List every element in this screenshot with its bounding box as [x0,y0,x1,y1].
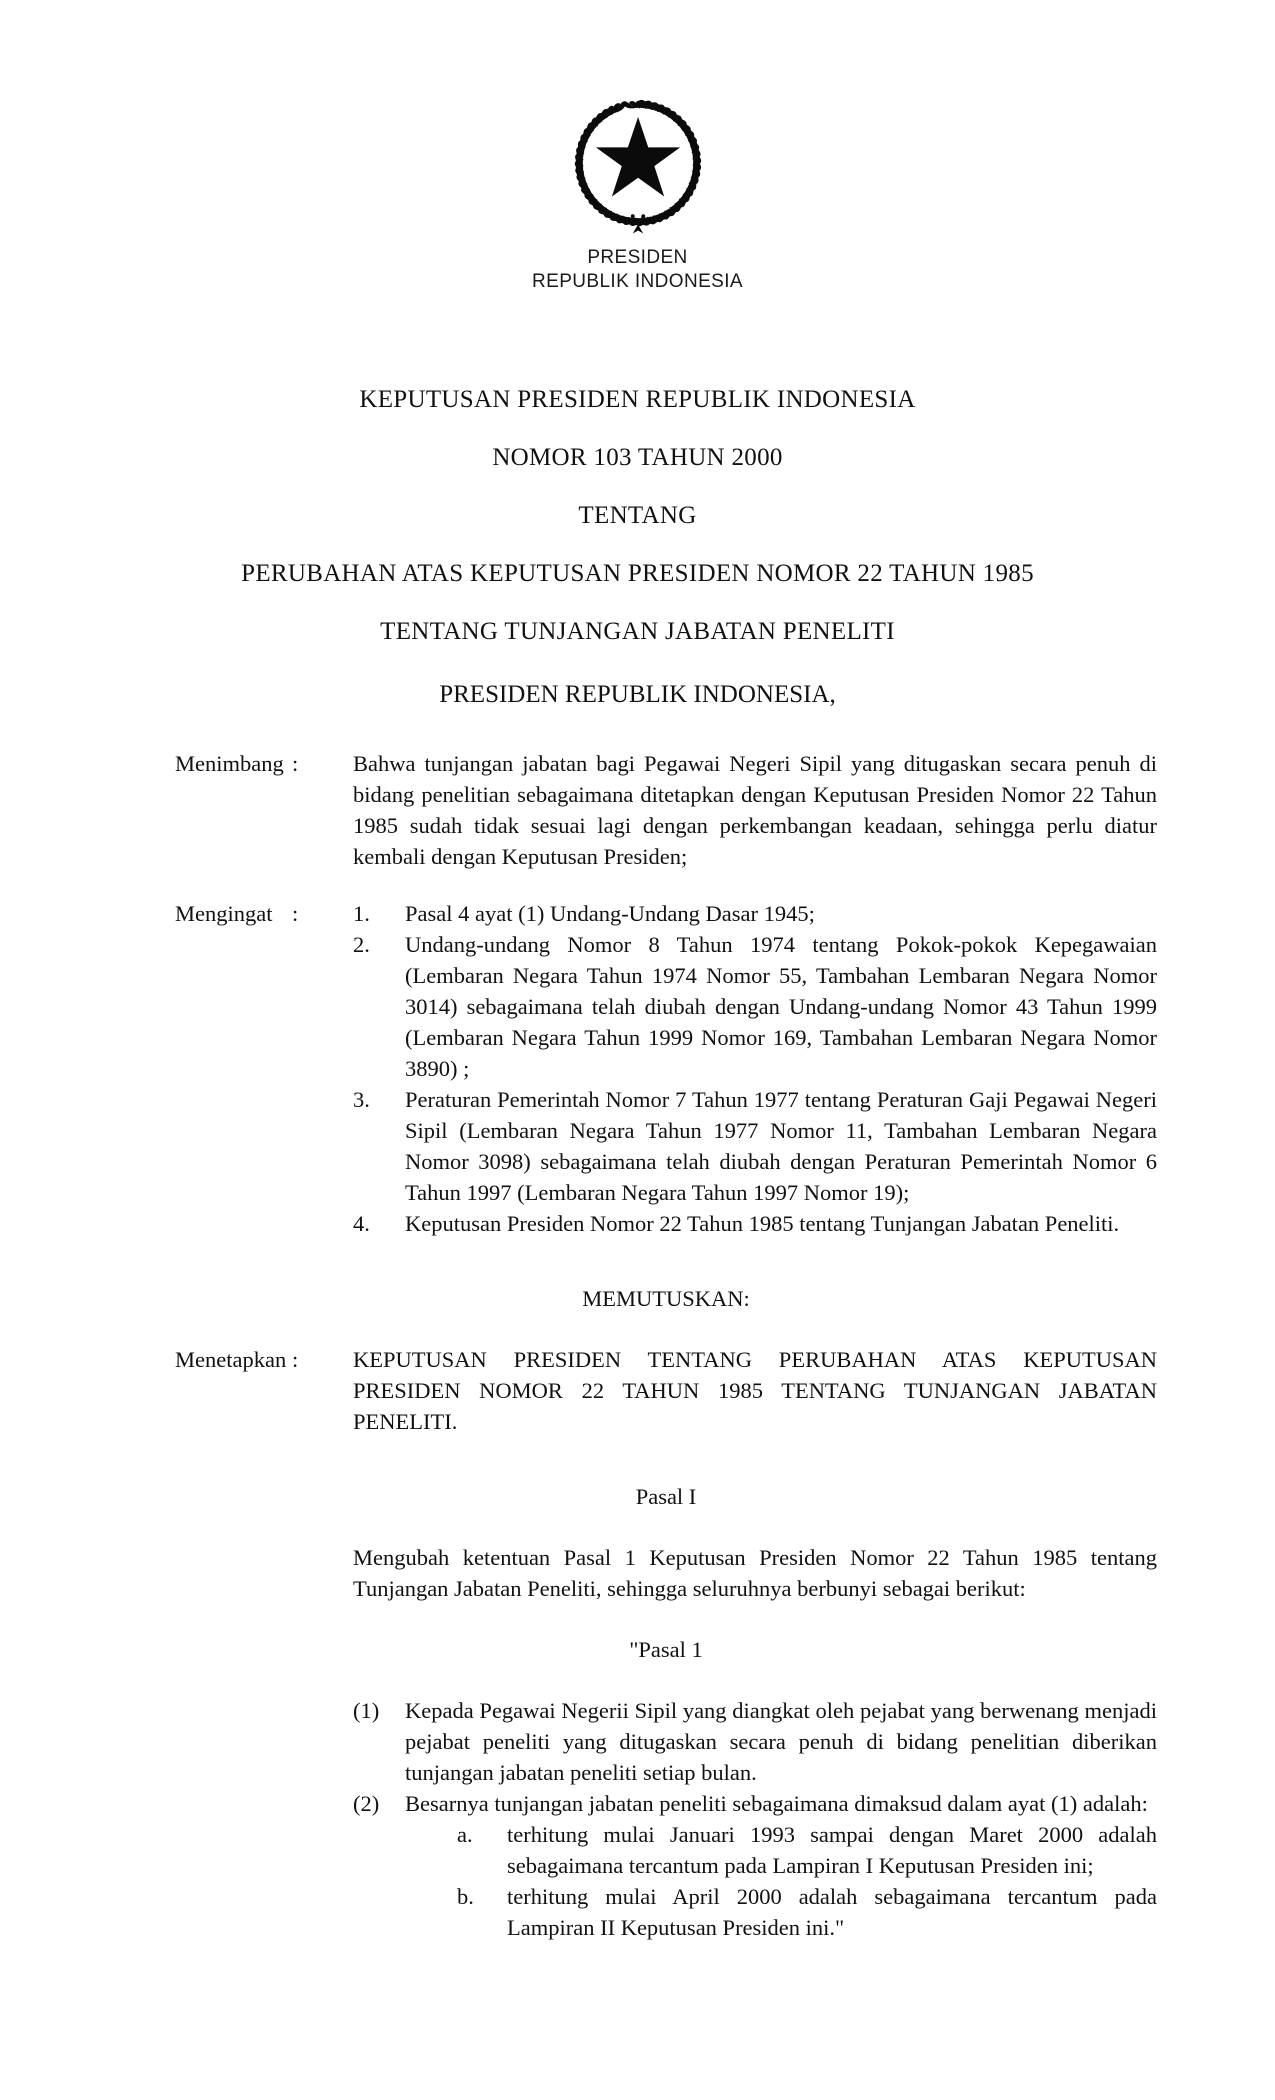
spacer [175,1512,1157,1542]
stipulating-colon: : [292,1347,299,1372]
stipulating-body [305,1344,1157,1437]
issuing-authority: PRESIDEN REPUBLIK INDONESIA, [439,681,836,708]
title-line-subject-2: TENTANG TUNJANGAN JABATAN PENELITI [380,618,895,645]
quoted-article-body [353,1695,1157,1943]
stipulating-label-text: Menetapkan [175,1347,287,1372]
title-line-1: KEPUTUSAN PRESIDEN REPUBLIK INDONESIA [359,386,916,413]
list-item-marker: 1. [353,901,370,926]
list-item-marker: 4. [353,1211,370,1236]
list-item [353,1695,1157,1788]
considering-label [175,748,305,779]
list-item [353,1084,1157,1208]
title-line-subject: PERUBAHAN ATAS KEPUTUSAN PRESIDEN NOMOR 22 TAHUN 1985 [241,560,1034,587]
list-item-marker: 3. [353,1087,370,1112]
list-item [457,1819,1157,1881]
list-item [353,929,1157,1084]
emblem-caption-line2: REPUBLIK INDONESIA [532,271,743,292]
list-item-text: Pasal 4 ayat (1) Undang-Undang Dasar 1945; [405,901,815,926]
list-item-marker: 2. [353,932,370,957]
document-body [175,748,1157,1943]
list-item-marker: (2) [353,1791,380,1816]
spacer [175,1265,1157,1283]
list-item-text: Peraturan Pemerintah Nomor 7 Tahun 1977 tentang Peraturan Gaji Pegawai Negeri Sipil (Lembaran Negara Tahun 1977 Nomor 11, Tambahan Lembaran Negara Nomor 3098) sebagaimana telah diubah dengan Peraturan Pemerintah Nomor 6 Tahun 1997 (Lembaran Negara Tahun 1997 Nomor 19); [405,1087,1157,1205]
list-item-marker: a. [457,1822,473,1847]
list-item-text: terhitung mulai Januari 1993 sampai dengan Maret 2000 adalah sebagaimana tercantum pada Lampiran I Keputusan Presiden ini; [507,1822,1157,1878]
recalling-label [175,898,305,929]
stipulating-label [175,1344,305,1375]
recalling-clause [175,898,1157,1239]
list-item [353,1788,1157,1943]
garuda-star-wreath-emblem [563,88,713,238]
considering-label-text: Menimbang [175,751,284,776]
article-paragraph-list [353,1695,1157,1943]
spacer [175,1463,1157,1481]
stipulating-text: KEPUTUSAN PRESIDEN TENTANG PERUBAHAN ATAS KEPUTUSAN PRESIDEN NOMOR 22 TAHUN 1985 TENTANG TUNJANGAN JABATAN PENELITI. [353,1347,1157,1434]
document-title-block [0,385,1275,647]
list-item [353,898,1157,929]
quoted-article-heading: "Pasal 1 [629,1637,703,1662]
list-item [457,1881,1157,1943]
list-item-text: terhitung mulai April 2000 adalah sebagaimana tercantum pada Lampiran II Keputusan Presiden ini." [507,1884,1157,1940]
emblem-caption [0,246,1275,294]
emblem-caption-line1: PRESIDEN [587,247,688,268]
list-item-text: Besarnya tunjangan jabatan peneliti sebagaimana dimaksud dalam ayat (1) adalah: [405,1791,1148,1816]
spacer [175,1314,1157,1344]
list-item [353,1208,1157,1239]
considering-clause [175,748,1157,872]
spacer [175,1604,1157,1634]
considering-colon: : [292,751,299,776]
recalling-list [353,898,1157,1239]
list-item-marker: (1) [353,1698,380,1723]
title-line-tentang: TENTANG [578,502,697,529]
spacer [175,1665,1157,1695]
article-one-intro: Mengubah ketentuan Pasal 1 Keputusan Presiden Nomor 22 Tahun 1985 tentang Tunjangan Jabatan Peneliti, sehingga seluruhnya berbunyi sebagai berikut: [353,1545,1157,1601]
list-item-text: Kepada Pegawai Negerii Sipil yang diangkat oleh pejabat yang berwenang menjadi pejabat peneliti yang ditugaskan secara penuh di bidang penelitian diberikan tunjangan jabatan peneliti setiap bulan. [405,1698,1157,1785]
article-one-heading: Pasal I [635,1484,697,1509]
list-item-marker: b. [457,1884,474,1909]
article-sub-list [405,1819,1157,1943]
stipulating-clause [175,1344,1157,1437]
decides-heading: MEMUTUSKAN: [582,1286,750,1311]
list-item-text: Undang-undang Nomor 8 Tahun 1974 tentang Pokok-pokok Kepegawaian (Lembaran Negara Tahun 1974 Nomor 55, Tambahan Lembaran Negara Nomor 3014) sebagaimana telah diubah dengan Undang-undang Nomor 43 Tahun 1999 (Lembaran Negara Tahun 1999 Nomor 169, Tambahan Lembaran Negara Nomor 3890) ; [405,932,1157,1081]
recalling-label-text: Mengingat [175,901,273,926]
article-one-intro-block [353,1542,1157,1604]
title-line-number: NOMOR 103 TAHUN 2000 [492,444,783,471]
considering-text: Bahwa tunjangan jabatan bagi Pegawai Negeri Sipil yang ditugaskan secara penuh di bidang penelitian sebagaimana ditetapkan dengan Keputusan Presiden Nomor 22 Tahun 1985 sudah tidak sesuai lagi dengan perkembangan keadaan, sehingga perlu diatur kembali dengan Keputusan Presiden; [353,751,1157,869]
list-item-text: Keputusan Presiden Nomor 22 Tahun 1985 tentang Tunjangan Jabatan Peneliti. [405,1211,1120,1236]
emblem-block [0,88,1275,294]
considering-body [305,748,1157,872]
recalling-body [305,898,1157,1239]
recalling-colon: : [292,901,299,926]
